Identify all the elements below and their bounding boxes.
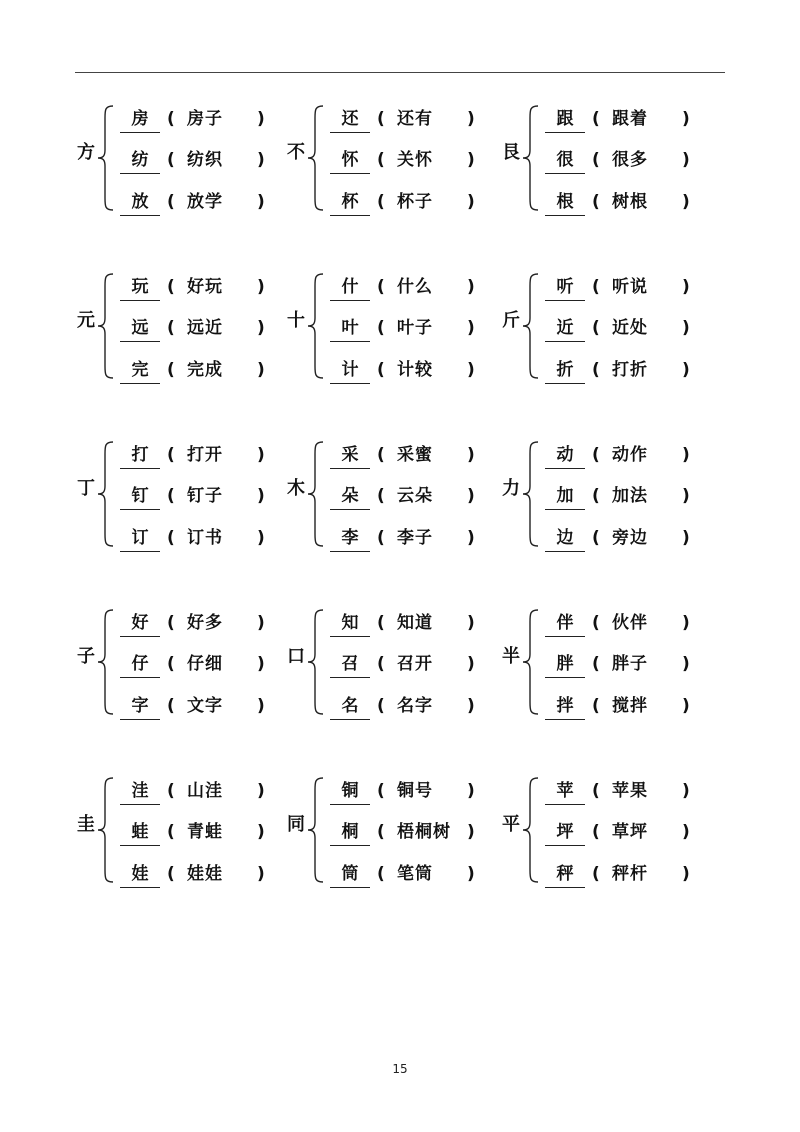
example-word: 好多 xyxy=(187,613,223,633)
example-word: 完成 xyxy=(187,360,223,380)
paren-open: ( xyxy=(167,486,175,506)
brace-icon xyxy=(95,272,117,380)
paren-open: ( xyxy=(167,192,175,212)
paren-open: ( xyxy=(167,150,175,170)
derived-char-row xyxy=(327,651,507,681)
paren-open: ( xyxy=(377,445,385,465)
example-word: 梧桐树 xyxy=(397,822,451,842)
char-group xyxy=(500,432,710,562)
derived-char-row xyxy=(542,483,722,513)
derived-char: 纺 xyxy=(120,147,160,174)
derived-char-row xyxy=(542,610,722,640)
example-word: 召开 xyxy=(397,654,433,674)
example-word: 很多 xyxy=(612,150,648,170)
derived-char-row xyxy=(327,189,507,219)
paren-open: ( xyxy=(592,864,600,884)
derived-char: 娃 xyxy=(120,861,160,888)
derived-char: 边 xyxy=(545,525,585,552)
example-word: 名字 xyxy=(397,696,433,716)
paren-close: ) xyxy=(682,822,690,842)
brace-icon xyxy=(520,440,542,548)
derived-char: 朵 xyxy=(330,483,370,510)
derived-char: 字 xyxy=(120,693,160,720)
paren-open: ( xyxy=(377,528,385,548)
paren-close: ) xyxy=(682,192,690,212)
paren-close: ) xyxy=(682,109,690,129)
brace-icon xyxy=(520,608,542,716)
derived-char-row xyxy=(327,442,507,472)
example-word: 杯子 xyxy=(397,192,433,212)
derived-char-row xyxy=(117,315,297,345)
derived-char-row xyxy=(542,147,722,177)
paren-open: ( xyxy=(592,822,600,842)
derived-char-row xyxy=(327,147,507,177)
paren-close: ) xyxy=(257,864,265,884)
example-word: 关怀 xyxy=(397,150,433,170)
derived-char: 根 xyxy=(545,189,585,216)
derived-char: 放 xyxy=(120,189,160,216)
paren-close: ) xyxy=(257,486,265,506)
paren-open: ( xyxy=(592,277,600,297)
paren-open: ( xyxy=(167,864,175,884)
brace-icon xyxy=(305,104,327,212)
paren-open: ( xyxy=(377,781,385,801)
derived-char-row xyxy=(327,274,507,304)
derived-char-row xyxy=(327,861,507,891)
paren-open: ( xyxy=(377,822,385,842)
example-word: 苹果 xyxy=(612,781,648,801)
char-group xyxy=(285,264,495,394)
paren-open: ( xyxy=(167,445,175,465)
derived-char: 坪 xyxy=(545,819,585,846)
paren-open: ( xyxy=(377,318,385,338)
paren-close: ) xyxy=(682,318,690,338)
paren-close: ) xyxy=(257,822,265,842)
example-word: 远近 xyxy=(187,318,223,338)
example-word: 娃娃 xyxy=(187,864,223,884)
paren-close: ) xyxy=(467,318,475,338)
derived-char: 知 xyxy=(330,610,370,637)
derived-char: 蛙 xyxy=(120,819,160,846)
paren-open: ( xyxy=(377,654,385,674)
derived-char: 叶 xyxy=(330,315,370,342)
paren-close: ) xyxy=(682,277,690,297)
paren-close: ) xyxy=(467,528,475,548)
char-group xyxy=(500,96,710,226)
derived-char-row xyxy=(117,147,297,177)
char-group xyxy=(75,768,285,898)
example-word: 旁边 xyxy=(612,528,648,548)
derived-char: 玩 xyxy=(120,274,160,301)
derived-char-row xyxy=(542,861,722,891)
derived-char: 房 xyxy=(120,106,160,133)
derived-char-row xyxy=(327,106,507,136)
paren-open: ( xyxy=(592,613,600,633)
brace-icon xyxy=(95,440,117,548)
example-word: 动作 xyxy=(612,445,648,465)
paren-close: ) xyxy=(257,528,265,548)
char-group xyxy=(75,600,285,730)
brace-icon xyxy=(520,104,542,212)
derived-char-row xyxy=(327,610,507,640)
derived-char: 筒 xyxy=(330,861,370,888)
root-component: 斤 xyxy=(502,310,520,331)
paren-close: ) xyxy=(467,696,475,716)
paren-open: ( xyxy=(377,696,385,716)
paren-close: ) xyxy=(682,654,690,674)
paren-close: ) xyxy=(467,654,475,674)
root-component: 子 xyxy=(77,646,95,667)
derived-char-row xyxy=(117,483,297,513)
derived-char-row xyxy=(117,819,297,849)
root-component: 口 xyxy=(287,646,305,667)
brace-icon xyxy=(95,608,117,716)
derived-char-row xyxy=(117,693,297,723)
paren-close: ) xyxy=(257,192,265,212)
paren-open: ( xyxy=(592,150,600,170)
paren-open: ( xyxy=(167,528,175,548)
derived-char-row xyxy=(117,525,297,555)
paren-close: ) xyxy=(682,445,690,465)
char-group xyxy=(285,432,495,562)
derived-char-row xyxy=(327,483,507,513)
paren-close: ) xyxy=(467,150,475,170)
derived-char-row xyxy=(117,861,297,891)
example-word: 青蛙 xyxy=(187,822,223,842)
derived-char: 很 xyxy=(545,147,585,174)
example-word: 采蜜 xyxy=(397,445,433,465)
root-component: 木 xyxy=(287,478,305,499)
example-word: 知道 xyxy=(397,613,433,633)
brace-icon xyxy=(520,776,542,884)
example-word: 搅拌 xyxy=(612,696,648,716)
char-group xyxy=(285,96,495,226)
char-group xyxy=(285,768,495,898)
example-word: 钉子 xyxy=(187,486,223,506)
brace-icon xyxy=(305,440,327,548)
brace-icon xyxy=(305,608,327,716)
paren-open: ( xyxy=(167,277,175,297)
root-component: 十 xyxy=(287,310,305,331)
paren-open: ( xyxy=(377,864,385,884)
derived-char-row xyxy=(327,525,507,555)
paren-open: ( xyxy=(377,109,385,129)
brace-icon xyxy=(520,272,542,380)
paren-open: ( xyxy=(377,192,385,212)
paren-close: ) xyxy=(257,781,265,801)
derived-char: 听 xyxy=(545,274,585,301)
derived-char: 采 xyxy=(330,442,370,469)
derived-char-row xyxy=(327,315,507,345)
paren-open: ( xyxy=(377,486,385,506)
derived-char: 订 xyxy=(120,525,160,552)
derived-char: 伴 xyxy=(545,610,585,637)
paren-open: ( xyxy=(592,781,600,801)
derived-char-row xyxy=(117,651,297,681)
brace-icon xyxy=(95,776,117,884)
brace-icon xyxy=(95,104,117,212)
paren-close: ) xyxy=(682,360,690,380)
example-word: 叶子 xyxy=(397,318,433,338)
paren-open: ( xyxy=(377,150,385,170)
derived-char: 打 xyxy=(120,442,160,469)
paren-open: ( xyxy=(592,445,600,465)
derived-char-row xyxy=(117,610,297,640)
derived-char-row xyxy=(117,442,297,472)
root-component: 平 xyxy=(502,814,520,835)
example-word: 李子 xyxy=(397,528,433,548)
example-word: 仔细 xyxy=(187,654,223,674)
example-word: 近处 xyxy=(612,318,648,338)
derived-char: 洼 xyxy=(120,778,160,805)
derived-char-row xyxy=(542,189,722,219)
brace-icon xyxy=(305,776,327,884)
derived-char: 怀 xyxy=(330,147,370,174)
derived-char: 仔 xyxy=(120,651,160,678)
paren-close: ) xyxy=(257,613,265,633)
paren-close: ) xyxy=(467,360,475,380)
paren-close: ) xyxy=(257,654,265,674)
paren-close: ) xyxy=(257,109,265,129)
derived-char: 苹 xyxy=(545,778,585,805)
paren-close: ) xyxy=(467,109,475,129)
example-word: 铜号 xyxy=(397,781,433,801)
example-word: 树根 xyxy=(612,192,648,212)
paren-open: ( xyxy=(167,696,175,716)
derived-char-row xyxy=(542,819,722,849)
example-word: 胖子 xyxy=(612,654,648,674)
paren-open: ( xyxy=(592,192,600,212)
example-word: 放学 xyxy=(187,192,223,212)
derived-char: 桐 xyxy=(330,819,370,846)
derived-char-row xyxy=(542,315,722,345)
derived-char-row xyxy=(327,357,507,387)
paren-close: ) xyxy=(467,277,475,297)
root-component: 丁 xyxy=(77,478,95,499)
char-group xyxy=(500,600,710,730)
paren-close: ) xyxy=(682,864,690,884)
derived-char: 什 xyxy=(330,274,370,301)
derived-char-row xyxy=(542,525,722,555)
example-word: 房子 xyxy=(187,109,223,129)
root-component: 不 xyxy=(287,142,305,163)
derived-char-row xyxy=(117,106,297,136)
paren-close: ) xyxy=(467,486,475,506)
example-word: 草坪 xyxy=(612,822,648,842)
paren-open: ( xyxy=(167,781,175,801)
derived-char-row xyxy=(542,274,722,304)
paren-open: ( xyxy=(592,696,600,716)
derived-char: 远 xyxy=(120,315,160,342)
paren-close: ) xyxy=(467,613,475,633)
derived-char: 胖 xyxy=(545,651,585,678)
derived-char: 好 xyxy=(120,610,160,637)
derived-char: 计 xyxy=(330,357,370,384)
root-component: 方 xyxy=(77,142,95,163)
char-group xyxy=(285,600,495,730)
paren-open: ( xyxy=(377,613,385,633)
paren-close: ) xyxy=(682,150,690,170)
derived-char-row xyxy=(117,778,297,808)
derived-char: 召 xyxy=(330,651,370,678)
paren-close: ) xyxy=(257,318,265,338)
example-word: 文字 xyxy=(187,696,223,716)
example-word: 听说 xyxy=(612,277,648,297)
example-word: 伙伴 xyxy=(612,613,648,633)
root-component: 元 xyxy=(77,310,95,331)
paren-open: ( xyxy=(377,277,385,297)
derived-char-row xyxy=(117,274,297,304)
paren-open: ( xyxy=(167,109,175,129)
example-word: 加法 xyxy=(612,486,648,506)
derived-char: 秤 xyxy=(545,861,585,888)
derived-char-row xyxy=(542,357,722,387)
paren-open: ( xyxy=(592,528,600,548)
derived-char: 李 xyxy=(330,525,370,552)
example-word: 纺织 xyxy=(187,150,223,170)
derived-char: 近 xyxy=(545,315,585,342)
paren-open: ( xyxy=(167,613,175,633)
paren-open: ( xyxy=(592,360,600,380)
paren-close: ) xyxy=(257,150,265,170)
paren-open: ( xyxy=(167,318,175,338)
example-word: 计较 xyxy=(397,360,433,380)
paren-close: ) xyxy=(467,781,475,801)
derived-char-row xyxy=(327,778,507,808)
paren-close: ) xyxy=(467,822,475,842)
root-component: 力 xyxy=(502,478,520,499)
char-group xyxy=(75,432,285,562)
example-word: 还有 xyxy=(397,109,433,129)
derived-char-row xyxy=(327,693,507,723)
derived-char: 动 xyxy=(545,442,585,469)
paren-close: ) xyxy=(257,360,265,380)
paren-close: ) xyxy=(257,445,265,465)
example-word: 好玩 xyxy=(187,277,223,297)
derived-char-row xyxy=(117,357,297,387)
char-group xyxy=(75,264,285,394)
example-word: 山洼 xyxy=(187,781,223,801)
paren-open: ( xyxy=(592,109,600,129)
derived-char: 杯 xyxy=(330,189,370,216)
paren-close: ) xyxy=(467,864,475,884)
derived-char: 拌 xyxy=(545,693,585,720)
derived-char: 还 xyxy=(330,106,370,133)
example-word: 笔筒 xyxy=(397,864,433,884)
derived-char: 完 xyxy=(120,357,160,384)
paren-close: ) xyxy=(257,277,265,297)
derived-char-row xyxy=(117,189,297,219)
example-word: 什么 xyxy=(397,277,433,297)
derived-char: 钉 xyxy=(120,483,160,510)
derived-char-row xyxy=(542,778,722,808)
example-word: 云朵 xyxy=(397,486,433,506)
paren-close: ) xyxy=(467,445,475,465)
char-group xyxy=(500,264,710,394)
derived-char: 铜 xyxy=(330,778,370,805)
root-component: 艮 xyxy=(502,142,520,163)
derived-char: 名 xyxy=(330,693,370,720)
root-component: 同 xyxy=(287,814,305,835)
char-group xyxy=(75,96,285,226)
derived-char-row xyxy=(542,106,722,136)
paren-open: ( xyxy=(592,486,600,506)
paren-open: ( xyxy=(167,654,175,674)
derived-char-row xyxy=(542,651,722,681)
derived-char-row xyxy=(542,693,722,723)
paren-open: ( xyxy=(592,654,600,674)
example-word: 打开 xyxy=(187,445,223,465)
paren-close: ) xyxy=(682,696,690,716)
paren-close: ) xyxy=(682,486,690,506)
example-word: 打折 xyxy=(612,360,648,380)
paren-open: ( xyxy=(592,318,600,338)
paren-close: ) xyxy=(257,696,265,716)
paren-open: ( xyxy=(377,360,385,380)
root-component: 半 xyxy=(502,646,520,667)
derived-char: 跟 xyxy=(545,106,585,133)
brace-icon xyxy=(305,272,327,380)
paren-close: ) xyxy=(682,613,690,633)
example-word: 秤杆 xyxy=(612,864,648,884)
derived-char-row xyxy=(542,442,722,472)
paren-close: ) xyxy=(682,528,690,548)
char-group xyxy=(500,768,710,898)
root-component: 圭 xyxy=(77,814,95,835)
paren-open: ( xyxy=(167,360,175,380)
page-number: 15 xyxy=(392,1062,408,1076)
paren-close: ) xyxy=(682,781,690,801)
derived-char-row xyxy=(327,819,507,849)
example-word: 订书 xyxy=(187,528,223,548)
example-word: 跟着 xyxy=(612,109,648,129)
derived-char: 折 xyxy=(545,357,585,384)
paren-open: ( xyxy=(167,822,175,842)
derived-char: 加 xyxy=(545,483,585,510)
paren-close: ) xyxy=(467,192,475,212)
